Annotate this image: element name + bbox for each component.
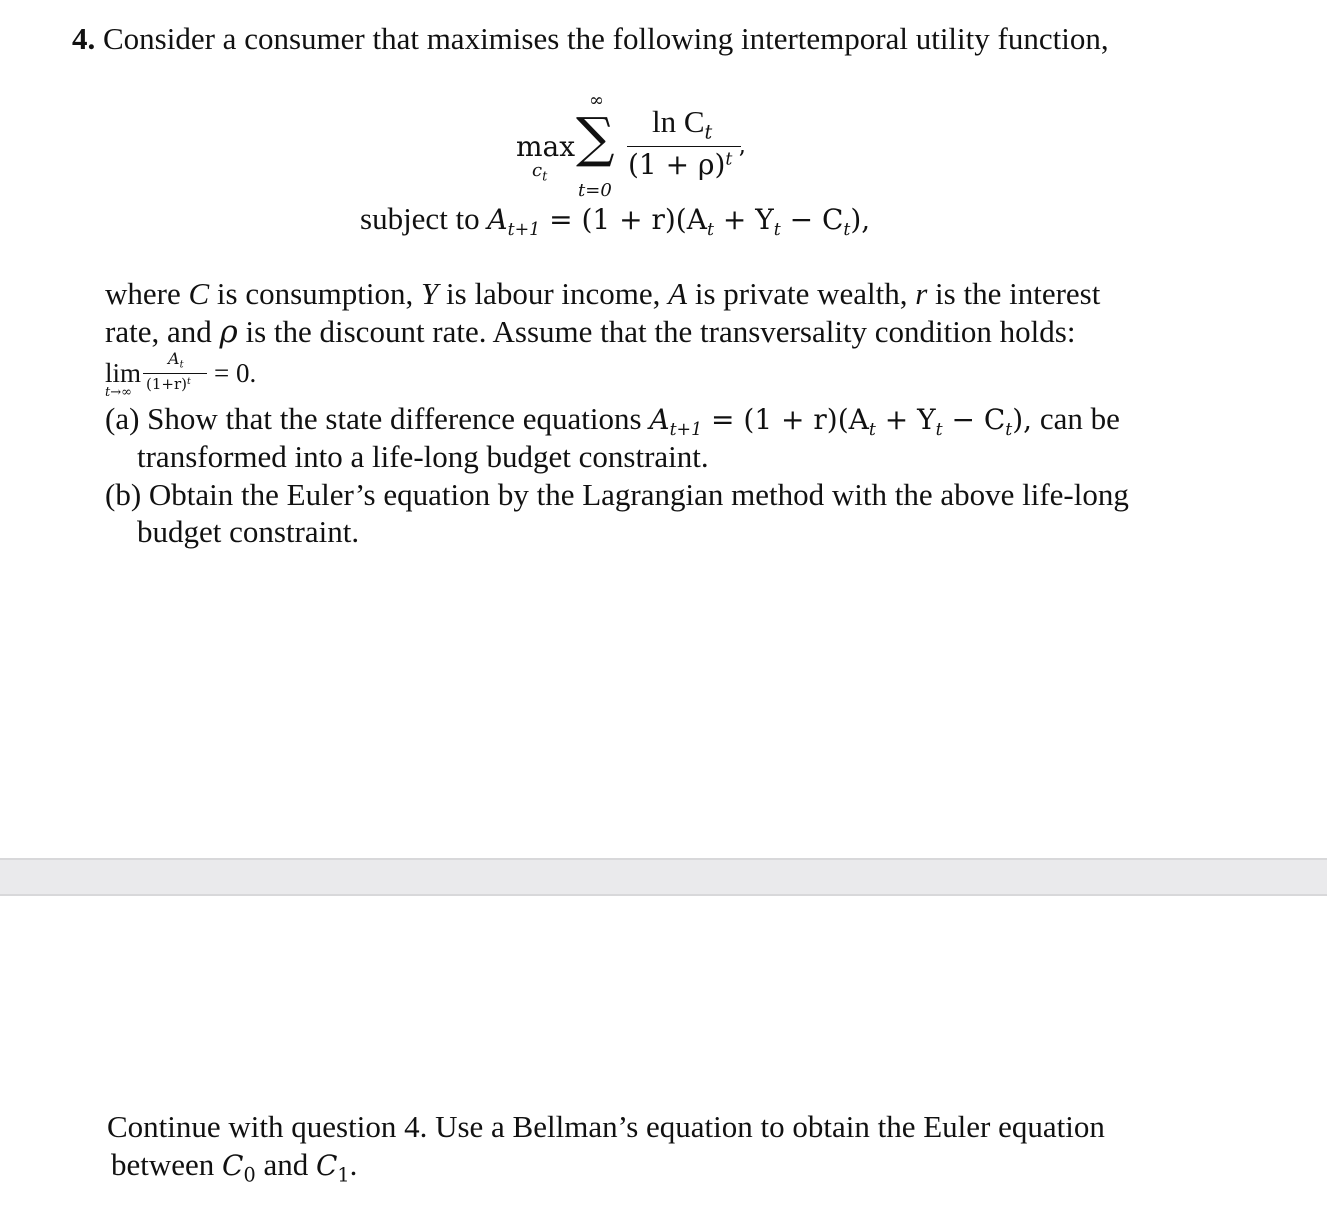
transversality-denominator: $(1+r)^t$ [146, 375, 191, 393]
lim-subscript: t→∞ [105, 385, 132, 400]
continuation-line-2: between $C_0$ and $C_1$. [111, 1147, 358, 1187]
transversality-equals: = 0. [214, 358, 257, 388]
max-subscript: $c_t$ [532, 160, 548, 185]
objective-numerator: $\ln C_t$ [652, 104, 713, 144]
sum-lower-limit: t=0 [578, 180, 612, 201]
sum-symbol: ∑ [576, 106, 615, 169]
continuation-line-1: Continue with question 4. Use a Bellman’s equation to obtain the Euler equation [107, 1109, 1105, 1144]
transversality-numerator: $A_t$ [168, 349, 184, 371]
max-operator: max [516, 130, 576, 163]
page-separator [0, 858, 1327, 896]
question-intro-line [72, 20, 1109, 58]
question-number: 4. [72, 21, 96, 56]
objective-denominator: $(1 + \rho)^t$ [628, 148, 733, 181]
constraint-label: subject to [360, 201, 480, 236]
question-intro: Consider a consumer that maximises the following intertemporal utility function, [103, 21, 1109, 56]
part-a-line-2: transformed into a life-long budget constraint. [137, 439, 709, 474]
budget-constraint: subject to $A_{t+1} = (1 + r)(A_t + Y_t - C_t)$, [360, 201, 871, 241]
sum-upper-limit: ∞ [589, 90, 604, 111]
part-a-line-1: (a) Show that the state difference equations $A_{t+1} = (1 + r)(A_t + Y_t - C_t)$, can be [105, 401, 1120, 441]
objective-fraction-bar [627, 146, 741, 147]
part-b-line-2: budget constraint. [137, 514, 360, 549]
definitions-line-1: where C is consumption, Y is labour income, A is private wealth, r is the interest [105, 276, 1101, 311]
transversality-fraction-bar [143, 373, 207, 374]
lim-operator: lim [105, 358, 142, 388]
objective-trailing-mark: ’ [738, 146, 746, 174]
part-b-line-1: (b) Obtain the Euler’s equation by the Lagrangian method with the above life-long [105, 477, 1129, 512]
definitions-line-2: rate, and ρ is the discount rate. Assume that the transversality condition holds: [105, 314, 1076, 350]
